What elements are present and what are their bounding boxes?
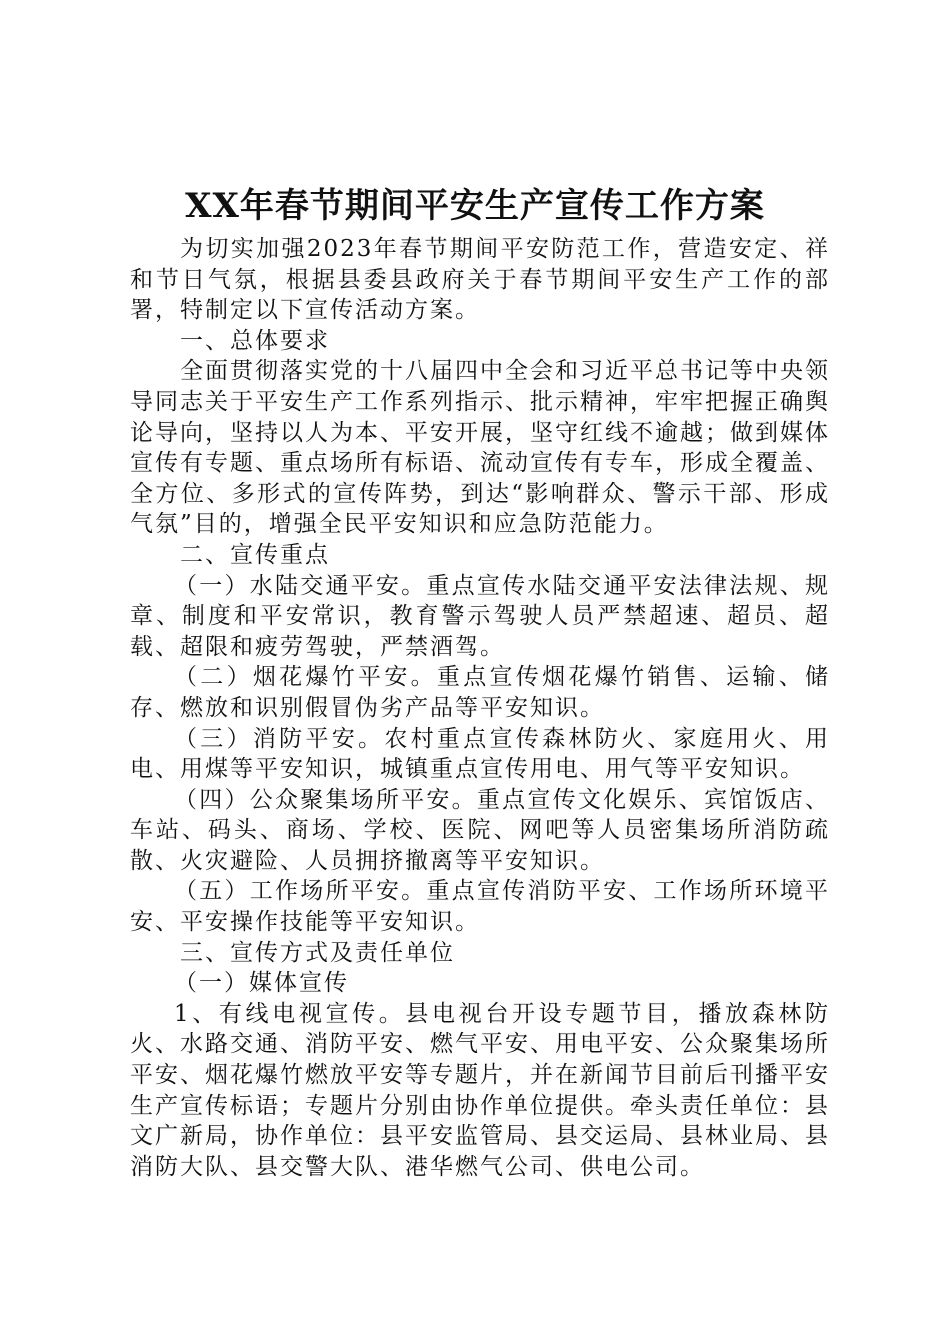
- intro-paragraph: 为切实加强2023年春节期间平安防范工作，营造安定、祥和节日气氛，根据县委县政府关于春节期间平安生产工作的部署，特制定以下宣传活动方案。: [130, 236, 830, 324]
- section-heading-publicity-focus: 二、宣传重点: [180, 541, 330, 568]
- focus-item-traffic: （一）水陆交通平安。重点宣传水陆交通平安法律法规、规章、制度和平安常识，教育警示驾驶人员严禁超速、超员、超载、超限和疲劳驾驶，严禁酒驾。: [130, 572, 830, 660]
- focus-item-workplace: （五）工作场所平安。重点宣传消防平安、工作场所环境平安、平安操作技能等平安知识。: [130, 878, 830, 936]
- focus-item-fire-safety: （三）消防平安。农村重点宣传森林防火、家庭用火、用电、用煤等平安知识，城镇重点宣传用电、用气等平安知识。: [130, 725, 830, 783]
- general-requirements-paragraph: 全面贯彻落实党的十八届四中全会和习近平总书记等中央领导同志关于平安生产工作系列指示、批示精神，牢牢把握正确舆论导向，坚持以人为本、平安开展，坚守红线不逾越；做到媒体宣传有专题、重点场所有标语、流动宣传有专车，形成全覆盖、全方位、多形式的宣传阵势，到达“影响群众、警示干部、形成气氛”目的，增强全民平安知识和应急防范能力。: [130, 358, 830, 538]
- media-item-cable-tv: 1、有线电视宣传。县电视台开设专题节目，播放森林防火、水路交通、消防平安、燃气平安、用电平安、公众聚集场所平安、烟花爆竹燃放平安等专题片，并在新闻节目前后刊播平安生产宣传标语；专题片分别由协作单位提供。牵头责任单位：县文广新局，协作单位：县平安监管局、县交运局、县林业局、县消防大队、县交警大队、港华燃气公司、供电公司。: [130, 1000, 830, 1180]
- section-heading-methods-responsibility: 三、宣传方式及责任单位: [180, 939, 455, 966]
- section-heading-general-requirements: 一、总体要求: [180, 327, 330, 354]
- focus-item-public-places: （四）公众聚集场所平安。重点宣传文化娱乐、宾馆饭店、车站、码头、商场、学校、医院、网吧等人员密集场所消防疏散、火灾避险、人员拥挤撤离等平安知识。: [130, 786, 830, 874]
- document-body: [130, 234, 830, 1182]
- focus-item-fireworks: （二）烟花爆竹平安。重点宣传烟花爆竹销售、运输、储存、燃放和识别假冒伪劣产品等平安知识。: [130, 664, 830, 721]
- document-title: XX年春节期间平安生产宣传工作方案: [185, 186, 765, 226]
- subsection-heading-media: （一）媒体宣传: [174, 970, 349, 997]
